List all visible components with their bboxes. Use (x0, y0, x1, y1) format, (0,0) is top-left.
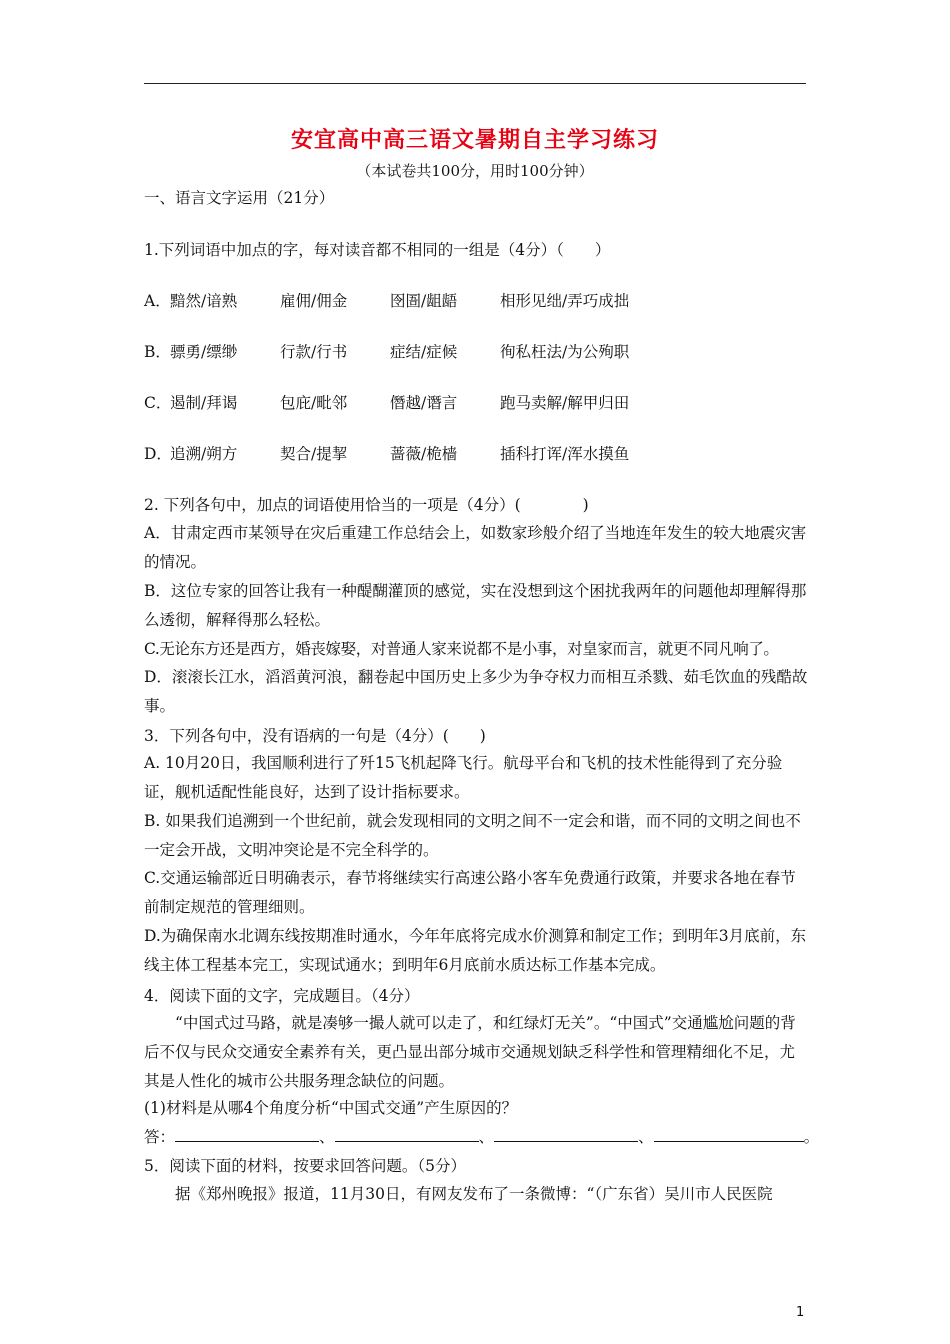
q1-option-d (144, 444, 680, 464)
q3-option-c: C.交通运输部近日明确表示，春节将继续实行高速公路小客车免费通行政策，并要求各地在春节前制定规范的管理细则。 (144, 869, 796, 916)
option-word: 囹圄/龃龉 (390, 292, 458, 310)
option-word: 僭越/谮言 (390, 394, 458, 412)
q3-option-a: A. 10月20日，我国顺利进行了歼15飞机起降飞行。航母平台和飞机的技术性能得到了充分验证，舰机适配性能良好，达到了设计指标要求。 (144, 754, 783, 801)
option-word: 症结/症候 (390, 343, 458, 361)
end-mark: 。 (803, 1128, 820, 1146)
q1-option-c (144, 393, 680, 413)
q3-option-d: D.为确保南水北调东线按期准时通水，今年年底将完成水价测算和制定工作；到明年3月底前，东线主体工程基本完工，实现试通水；到明年6月底前水质达标工作基本完成。 (144, 927, 807, 974)
option-word: 包庇/毗邻 (280, 394, 348, 412)
q5-passage: 据《郑州晚报》报道，11月30日，有网友发布了一条微博：“（广东省）吴川市人民医院 (175, 1185, 773, 1203)
q2-option-a: A．甘肃定西市某领导在灾后重建工作总结会上，如数家珍般介绍了当地连年发生的较大地震灾害的情况。 (144, 524, 807, 571)
option-word: 骠勇/缥缈 (170, 343, 238, 361)
option-word: 徇私枉法/为公殉职 (500, 343, 630, 361)
section-heading: 一、语言文字运用（21分） (144, 189, 335, 207)
answer-label: 答： (144, 1128, 176, 1146)
answer-blank[interactable] (494, 1127, 638, 1142)
answer-blank[interactable] (175, 1127, 319, 1142)
option-word: 插科打诨/浑水摸鱼 (500, 445, 630, 463)
option-word: 黯然/谙熟 (170, 292, 238, 310)
option-word: 蔷薇/桅樯 (390, 445, 458, 463)
answer-blank[interactable] (654, 1127, 804, 1142)
q1-option-a (144, 291, 680, 311)
option-label: D． (144, 445, 172, 463)
q3-option-b: B. 如果我们追溯到一个世纪前，就会发现相同的文明之间不一定会和谐，而不同的文明之间也不一定会开战，文明冲突论是不完全科学的。 (144, 812, 801, 859)
separator: 、 (638, 1128, 654, 1146)
option-word: 雇佣/佣金 (280, 292, 348, 310)
q1-stem: 1.下列词语中加点的字，每对读音都不相同的一组是（4分）（ ） (144, 241, 611, 259)
option-label: B． (144, 343, 171, 361)
q1-option-b (144, 342, 680, 362)
option-word: 契合/提挈 (280, 445, 348, 463)
header-rule (144, 83, 806, 84)
document-title: 安宜高中高三语文暑期自主学习练习 (290, 127, 659, 153)
separator: 、 (478, 1128, 495, 1146)
option-word: 遏制/拜谒 (170, 394, 238, 412)
q2-option-d: D．滚滚长江水，滔滔黄河浪，翻卷起中国历史上多少为争夺权力而相互杀戮、茹毛饮血的残酷故事。 (144, 668, 808, 715)
option-word: 行款/行书 (280, 343, 348, 361)
separator: 、 (319, 1128, 335, 1146)
q2-stem: 2. 下列各句中，加点的词语使用恰当的一项是（4分）( ) (144, 496, 589, 514)
document-subtitle: （本试卷共100分，用时100分钟） (356, 162, 594, 180)
page-number: 1 (796, 1305, 805, 1320)
q3-stem: 3．下列各句中，没有语病的一句是（4分）( ) (144, 727, 486, 745)
q4-stem: 4．阅读下面的文字，完成题目。（4分） (144, 987, 420, 1005)
q4-sub-question: (1)材料是从哪4个角度分析“中国式交通”产生原因的？ (144, 1099, 518, 1117)
option-label: C． (144, 394, 172, 412)
answer-blank[interactable] (335, 1127, 479, 1142)
q2-option-c: C.无论东方还是西方，婚丧嫁娶，对普通人家来说都不是小事，对皇家而言，就更不同凡响了。 (144, 640, 779, 658)
option-word: 跑马卖解/解甲归田 (500, 394, 630, 412)
option-word: 追溯/朔方 (170, 445, 238, 463)
q5-stem: 5．阅读下面的材料，按要求回答问题。（5分） (144, 1157, 466, 1175)
q2-option-b: B．这位专家的回答让我有一种醍醐灌顶的感觉，实在没想到这个困扰我两年的问题他却理解得那么透彻，解释得那么轻松。 (144, 582, 807, 629)
option-label: A． (144, 292, 171, 310)
q4-passage: “中国式过马路，就是凑够一撮人就可以走了，和红绿灯无关”。“中国式”交通尴尬问题的背后不仅与民众交通安全素养有关，更凸显出部分城市交通规划缺乏科学性和管理精细化不足，尤其是人性化的城市公共服务理念缺位的问题。 (144, 1014, 796, 1090)
q4-answer-line (144, 1127, 819, 1147)
option-word: 相形见绌/弄巧成拙 (500, 292, 630, 310)
